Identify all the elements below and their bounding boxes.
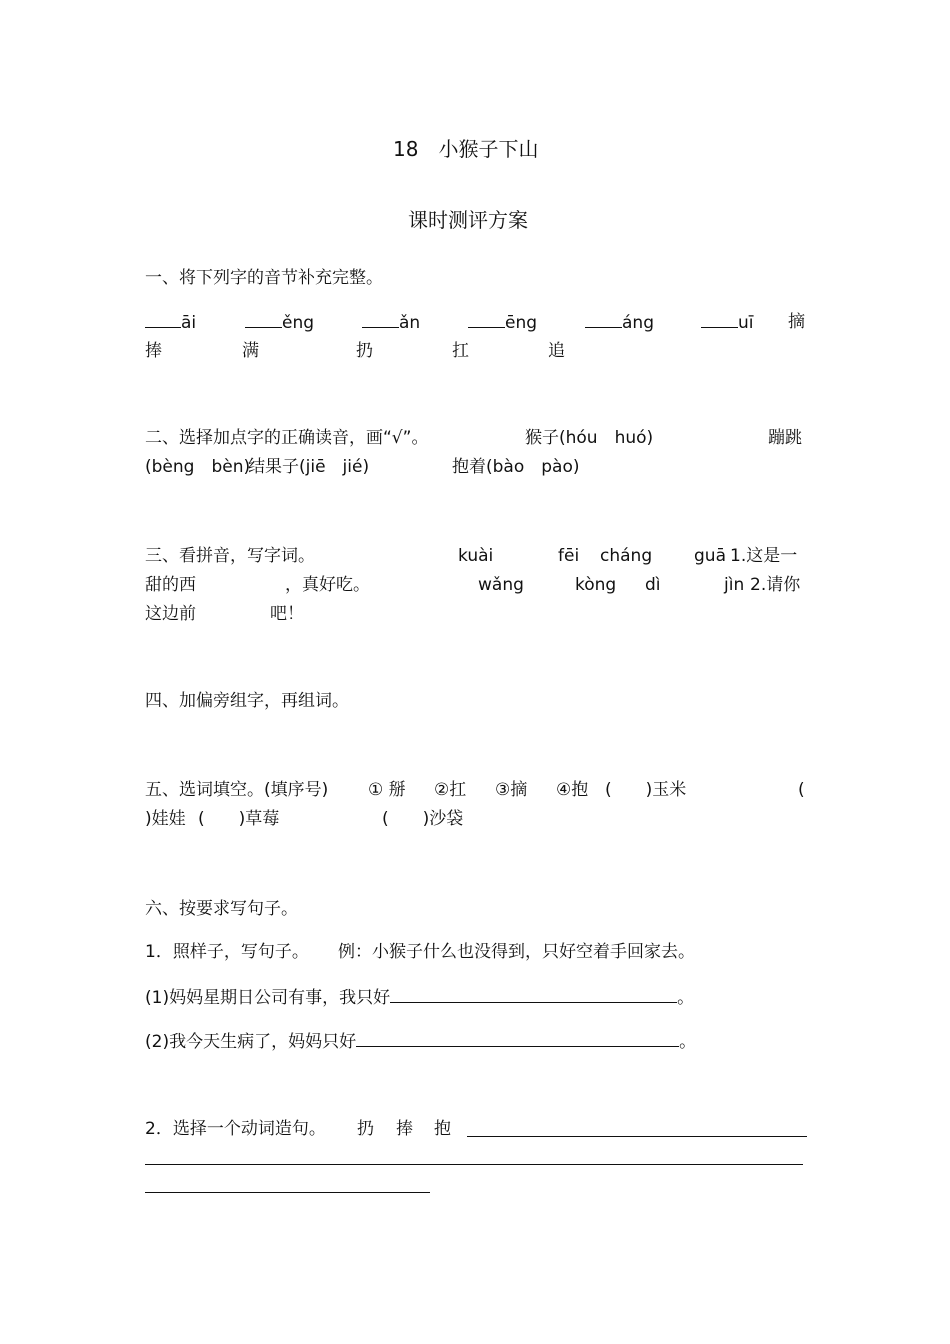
pinyin: guā — [694, 546, 726, 566]
option: ① 掰 — [368, 780, 406, 800]
fill-item: )娃娃 — [145, 809, 186, 829]
verb: 抱 — [434, 1119, 451, 1139]
fill-paren: ( — [798, 780, 805, 800]
pinyin: jìn — [724, 575, 745, 595]
section-5-heading: 五、选词填空。(填序号) — [145, 780, 329, 800]
page-title: 18 小猴子下山 — [393, 137, 539, 161]
sentence-text: 甜的西 — [145, 575, 196, 595]
choice-item: (bèng bèn) — [145, 457, 251, 477]
char: 捧 — [145, 341, 162, 361]
char: 追 — [548, 341, 565, 361]
question-1: 1．照样子，写句子。 — [145, 942, 309, 962]
choice-item: 蹦跳 — [768, 428, 802, 448]
pinyin-blank: uī — [701, 311, 754, 334]
pinyin-blank: áng — [585, 311, 654, 334]
section-1-heading: 一、将下列字的音节补充完整。 — [145, 268, 383, 288]
fill-item: ( )草莓 — [198, 809, 280, 829]
verb: 扔 — [357, 1119, 374, 1139]
section-2-heading: 二、选择加点字的正确读音，画“√”。 — [145, 428, 429, 448]
section-4-heading: 四、加偏旁组字，再组词。 — [145, 691, 349, 711]
sentence-prompt-2: (2)我今天生病了，妈妈只好 。 — [145, 1032, 697, 1052]
option: ③摘 — [495, 780, 528, 800]
sentence-prompt-1: (1)妈妈星期日公司有事，我只好 。 — [145, 988, 695, 1008]
pinyin: kòng — [575, 575, 617, 595]
char: 摘 — [788, 312, 805, 332]
section-3-heading: 三、看拼音，写字词。 — [145, 546, 315, 566]
char: 满 — [242, 341, 259, 361]
choice-item: 抱着(bào pào) — [452, 457, 580, 477]
option: ②扛 — [434, 780, 467, 800]
pinyin-blank: ēng — [468, 311, 537, 334]
verb: 捧 — [396, 1119, 413, 1139]
fill-item: ( )玉米 — [605, 780, 687, 800]
answer-line — [145, 1192, 430, 1193]
answer-line — [467, 1136, 807, 1137]
option: ④抱 — [556, 780, 589, 800]
pinyin: wǎng — [478, 575, 524, 595]
example-sentence: 例：小猴子什么也没得到，只好空着手回家去。 — [338, 942, 695, 962]
pinyin: fēi — [558, 546, 580, 566]
fill-item: ( )沙袋 — [382, 809, 464, 829]
pinyin: kuài — [458, 546, 494, 566]
pinyin: dì — [645, 575, 661, 595]
page-subtitle: 课时测评方案 — [408, 208, 528, 232]
char: 扔 — [356, 341, 373, 361]
sentence-text: 吧！ — [270, 604, 304, 624]
section-6-heading: 六、按要求写句子。 — [145, 899, 298, 919]
answer-line — [145, 1164, 803, 1165]
sentence-text: 这边前 — [145, 604, 196, 624]
sentence-text: 1.这是一 — [730, 546, 798, 566]
choice-item: 结果子(jiē jié) — [248, 457, 370, 477]
pinyin-blank: āi — [145, 311, 196, 334]
sentence-text: 2.请你 — [750, 575, 801, 595]
pinyin: cháng — [600, 546, 653, 566]
sentence-text: ，真好吃。 — [285, 575, 370, 595]
choice-item: 猴子(hóu huó) — [525, 428, 654, 448]
question-2: 2．选择一个动词造句。 — [145, 1119, 326, 1139]
pinyin-blank: ǎn — [362, 311, 420, 334]
char: 扛 — [452, 341, 469, 361]
pinyin-blank: ěng — [245, 311, 314, 334]
